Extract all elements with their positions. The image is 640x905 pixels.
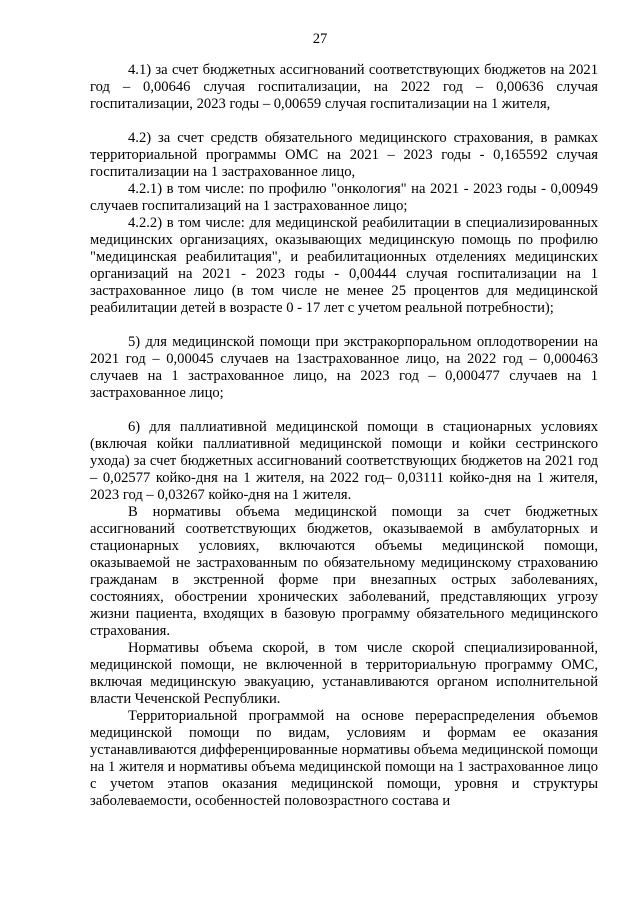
paragraph-4-1: 4.1) за счет бюджетных ассигнований соответствующих бюджетов на 2021 год – 0,00646 случая госпитализации, на 2022 год – 0,00636 случая госпитализации, 2023 годы – 0,00659 случая госпитализации на 1 жителя, — [90, 62, 598, 112]
paragraph-budget-norms: В нормативы объема медицинской помощи за счет бюджетных ассигнований соответствующих бюджетов, оказываемой в амбулаторных и стационарных условиях, включаются объемы медицинской помощи, оказываемой не застрахованным по обязательному медицинскому страхованию гражданам в экстренной форме при внезапных острых заболеваниях, состояниях, обострении хронических заболеваний, представляющих угрозу жизни пациента, входящих в базовую программу обязательного медицинского страхования. — [90, 504, 598, 639]
paragraph-4-2-2: 4.2.2) в том числе: для медицинской реабилитации в специализированных медицинских организациях, оказывающих медицинскую помощь по профилю "медицинская реабилитация", и реабилитационных отделениях медицинских организаций на 2021 - 2023 годы - 0,00444 случая госпитализации на 1 застрахованное лицо (в том числе не менее 25 процентов для медицинской реабилитации детей в возрасте 0 - 17 лет с учетом реальной потребности); — [90, 215, 598, 316]
document-body — [90, 62, 598, 810]
paragraph-territorial-program: Территориальной программой на основе перераспределения объемов медицинской помощи по видам, условиям и формам ее оказания устанавливаются дифференцированные нормативы объема медицинской помощи на 1 жителя и нормативы объема медицинской помощи на 1 застрахованное лицо с учетом этапов оказания медицинской помощи, уровня и структуры заболеваемости, особенностей половозрастного состава и — [90, 708, 598, 809]
page-number: 27 — [312, 31, 328, 47]
paragraph-5: 5) для медицинской помощи при экстракорпоральном оплодотворении на 2021 год – 0,00045 случаев на 1застрахованное лицо, на 2022 год – 0,000463 случаев на 1 застрахованное лицо, на 2023 год – 0,000477 случаев на 1 застрахованное лицо; — [90, 334, 598, 401]
paragraph-ambulance-norms: Нормативы объема скорой, в том числе скорой специализированной, медицинской помощи, не включенной в территориальную программу ОМС, включая медицинскую эвакуацию, устанавливаются органом исполнительной власти Чеченской Республики. — [90, 640, 598, 707]
paragraph-6: 6) для паллиативной медицинской помощи в стационарных условиях (включая койки паллиативной медицинской помощи и койки сестринского ухода) за счет бюджетных ассигнований соответствующих бюджетов на 2021 год – 0,02577 койко-дня на 1 жителя, на 2022 год– 0,03111 койко-дня на 1 жителя, 2023 год – 0,03267 койко-дня на 1 жителя. — [90, 419, 598, 503]
paragraph-4-2-1: 4.2.1) в том числе: по профилю "онкология" на 2021 - 2023 годы - 0,00949 случаев госпитализаций на 1 застрахованное лицо; — [90, 181, 598, 214]
paragraph-4-2: 4.2) за счет средств обязательного медицинского страхования, в рамках территориальной программы ОМС на 2021 – 2023 годы - 0,165592 случая госпитализации на 1 застрахованное лицо, — [90, 130, 598, 180]
